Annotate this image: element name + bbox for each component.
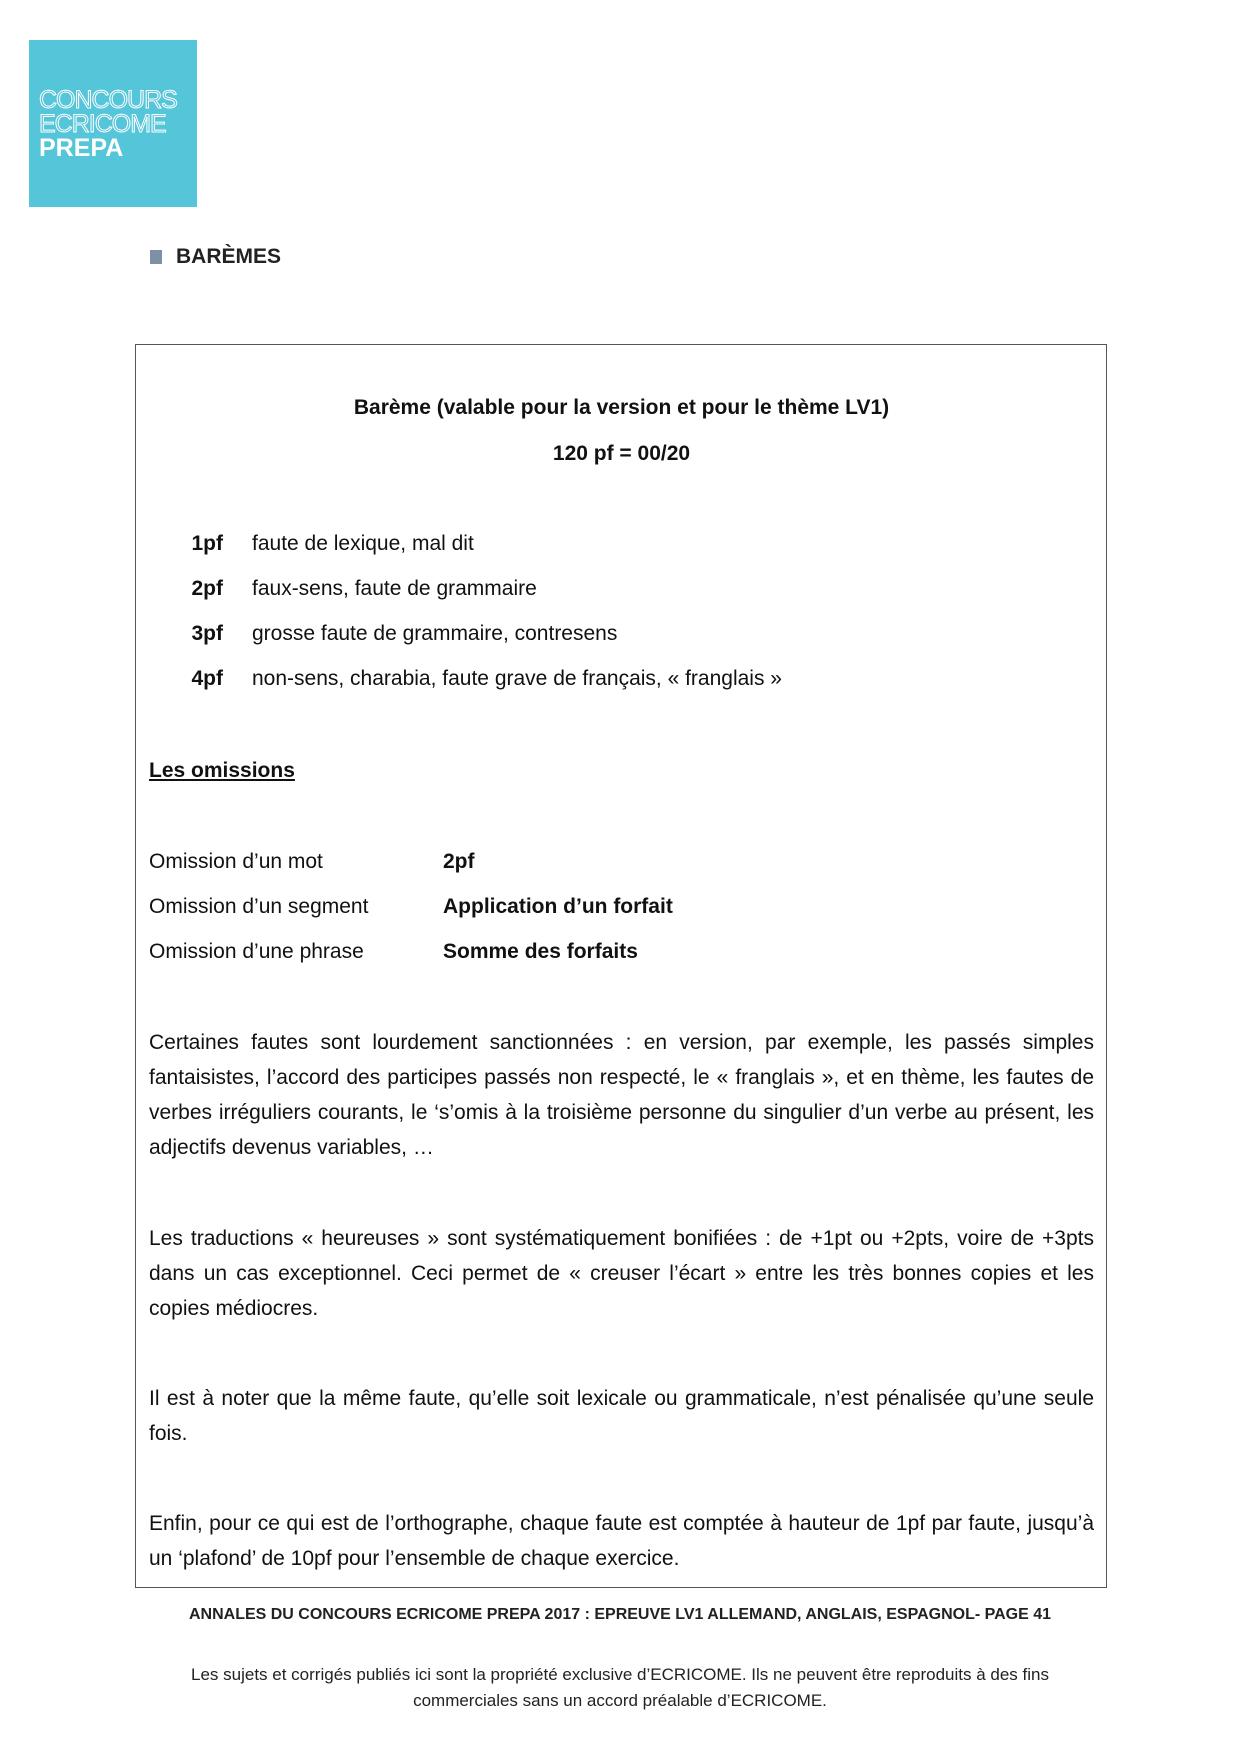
omission-label: Omission d’un mot [149,850,323,873]
bareme-box [135,344,1107,1588]
penalty-scale [149,526,1094,706]
footer-title: ANNALES DU CONCOURS ECRICOME PREPA 2017 : EPREUVE LV1 ALLEMAND, ANGLAIS, ESPAGNOL- PAGE 41 [188,1606,1052,1623]
omission-label: Omission d’un segment [149,895,369,918]
logo-text-ecricome: ECRICOME [39,110,166,138]
scale-description: grosse faute de grammaire, contresens [252,622,618,645]
omissions-heading: Les omissions [149,759,295,782]
square-bullet-icon [150,250,162,264]
footer-note: Les sujets et corrigés publiés ici sont la propriété exclusive d’ECRICOME. Ils ne peuvent être reproduits à des fins commerciales sans un accord préalable d’ECRICOME. [191,1665,1049,1710]
scale-points: 3pf [191,622,223,645]
section-header [150,245,281,269]
logo [29,40,197,207]
omission-value: Somme des forfaits [443,940,638,963]
scale-row [149,571,1094,616]
bareme-subtitle: 120 pf = 00/20 [552,442,691,465]
logo-text-prepa: PREPA [39,134,124,162]
omission-row [149,934,1094,979]
paragraph-heavy-penalties: Certaines fautes sont lourdement sanctionnées : en version, par exemple, les passés simples fantaisistes, l’accord des participes passés non respecté, le « franglais », et en thème, les fautes de verbes irréguliers courants, le ‘s’omis à la troisième personne du singulier d’un verbe au présent, les adjectifs devenus variables, … [149,1031,1094,1159]
section-title: BARÈMES [176,245,282,268]
paragraph-spelling: Enfin, pour ce qui est de l’orthographe, chaque faute est comptée à hauteur de 1pf par faute, jusqu’à un ‘plafond’ de 10pf pour l’ensemble de chaque exercice. [149,1512,1094,1570]
omission-row [149,889,1094,934]
omission-label: Omission d’une phrase [149,940,364,963]
scale-row [149,661,1094,706]
paragraph-single-penalty: Il est à noter que la même faute, qu’elle soit lexicale ou grammaticale, n’est pénalisée qu’une seule fois. [149,1387,1094,1445]
omission-value: Application d’un forfait [443,895,673,918]
scale-row [149,616,1094,661]
scale-description: faute de lexique, mal dit [252,532,474,555]
omission-row [149,844,1094,889]
scale-description: non-sens, charabia, faute grave de français, « franglais » [252,667,782,690]
scale-row [149,526,1094,571]
bareme-title: Barème (valable pour la version et pour le thème LV1) [353,396,890,419]
scale-points: 1pf [191,532,223,555]
omission-value: 2pf [443,850,475,873]
scale-description: faux-sens, faute de grammaire [252,577,537,600]
scale-points: 4pf [191,667,223,690]
omissions-table [149,844,1094,979]
scale-points: 2pf [191,577,223,600]
logo-text-concours: CONCOURS [39,86,177,114]
paragraph-bonuses: Les traductions « heureuses » sont systématiquement bonifiées : de +1pt ou +2pts, voire de +3pts dans un cas exceptionnel. Ceci permet de « creuser l’écart » entre les très bonnes copies et les copies médiocres. [149,1227,1094,1320]
